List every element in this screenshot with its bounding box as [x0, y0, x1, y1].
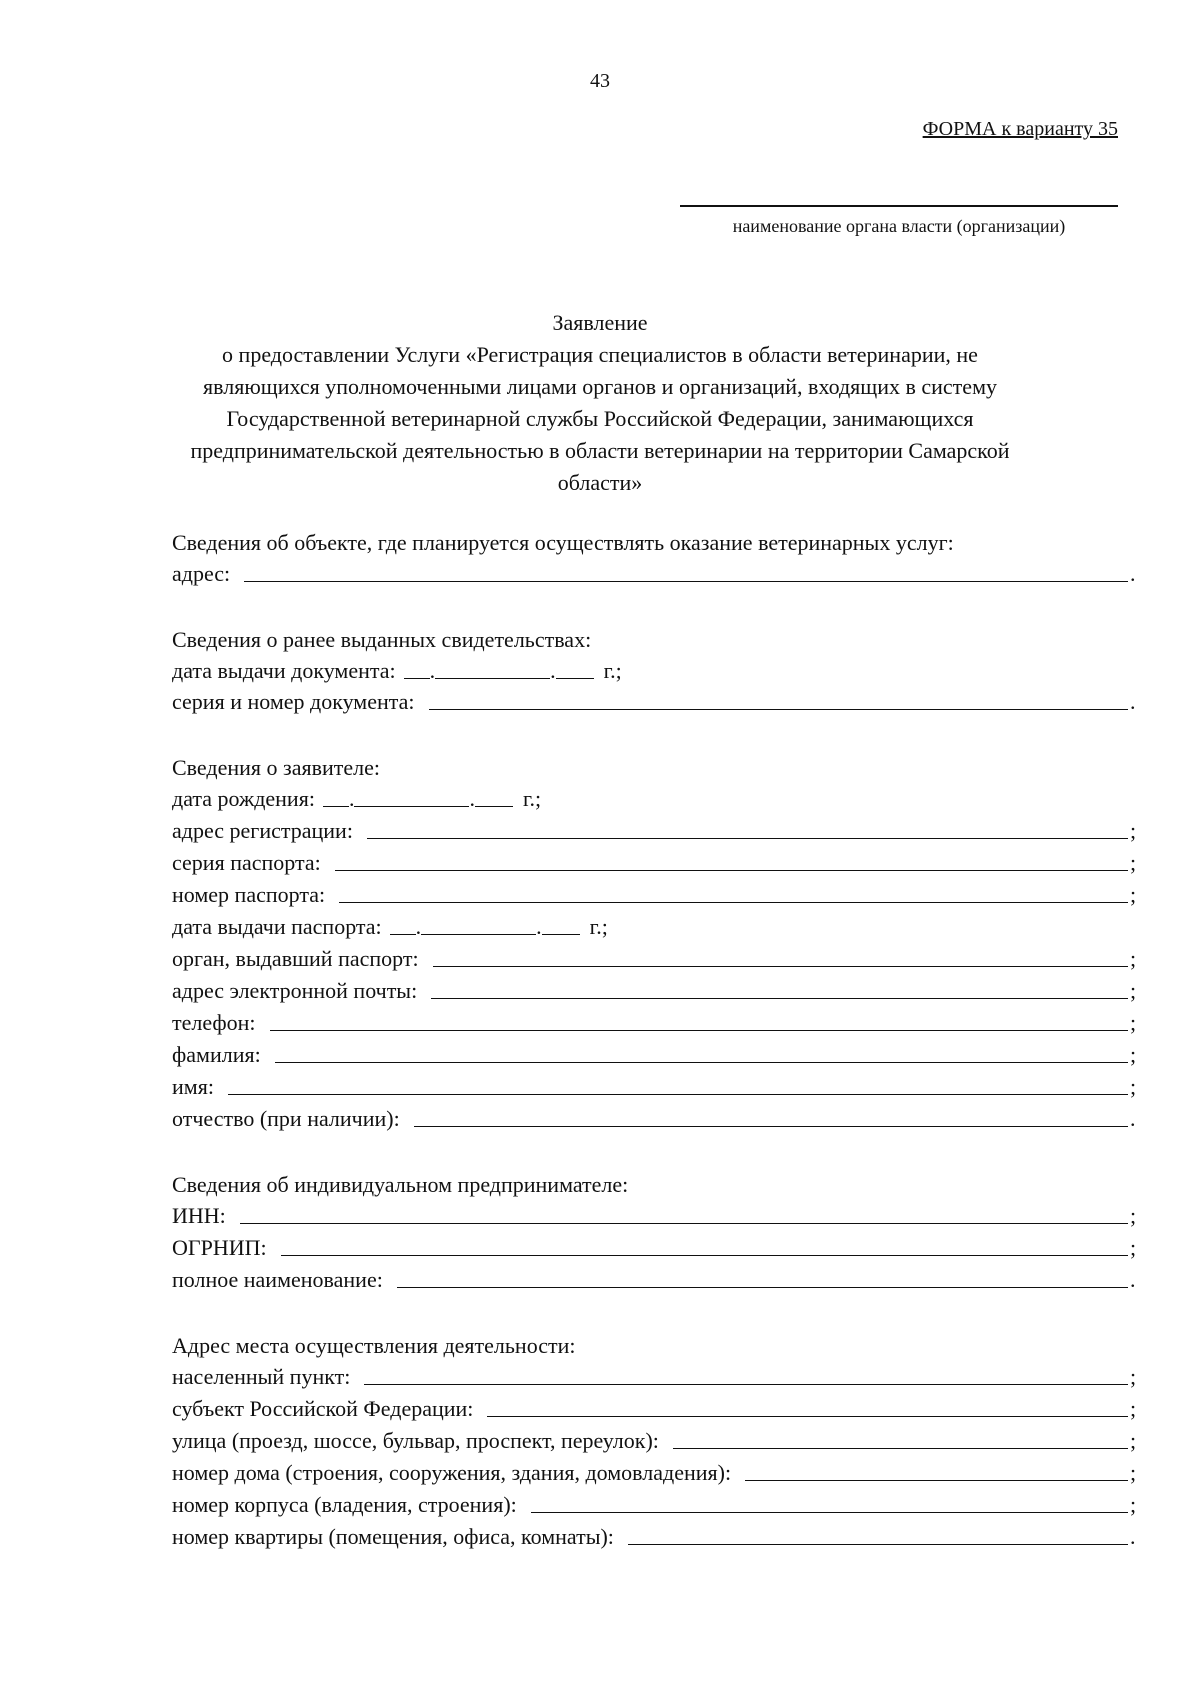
passport-series-label: серия паспорта: [172, 850, 321, 875]
date-dot: . [536, 914, 542, 939]
certificate-issue-date-row [172, 652, 622, 684]
row-end-mark: ; [1130, 978, 1137, 1003]
year-field[interactable] [475, 784, 513, 807]
title-line: о предоставлении Услуги «Регистрация специалистов в области ветеринарии, не [222, 342, 978, 367]
day-field[interactable] [323, 784, 349, 807]
building-field[interactable] [531, 1490, 1128, 1513]
row-end-mark: ; [1130, 1460, 1137, 1485]
row-end-mark: ; [1130, 946, 1137, 971]
object-address-field[interactable] [244, 559, 1128, 582]
passport-issuer-row [172, 940, 1140, 972]
month-field[interactable] [421, 912, 536, 935]
month-field[interactable] [354, 784, 469, 807]
entrepreneur-heading: Сведения об индивидуальном предпринимателе: [172, 1172, 629, 1197]
region-field[interactable] [487, 1394, 1128, 1417]
passport-number-row [172, 876, 1140, 908]
name-row [172, 1068, 1140, 1100]
apartment-field[interactable] [628, 1522, 1128, 1545]
birth-date-row [172, 780, 541, 812]
row-end-mark: ; [1130, 1042, 1137, 1067]
passport-date-label: дата выдачи паспорта: [172, 914, 382, 939]
row-end-mark: . [1130, 561, 1136, 586]
house-row [172, 1454, 1140, 1486]
passport-series-row [172, 844, 1140, 876]
row-end-mark: . [1130, 1524, 1136, 1549]
patronymic-label: отчество (при наличии): [172, 1106, 400, 1131]
applicant-heading: Сведения о заявителе: [172, 755, 381, 780]
object-address-row [172, 555, 1140, 587]
inn-field[interactable] [240, 1201, 1128, 1224]
ogrnip-label: ОГРНИП: [172, 1235, 267, 1260]
date-dot: . [550, 658, 556, 683]
row-end-mark: ; [1130, 882, 1137, 907]
title-line: являющихся уполномоченными лицами органов и организаций, входящих в систему [203, 374, 997, 399]
title-line: области» [557, 470, 643, 495]
date-dot: . [429, 658, 436, 683]
building-row [172, 1486, 1140, 1518]
date-suffix: г.; [603, 658, 622, 683]
street-field[interactable] [673, 1426, 1128, 1449]
building-label: номер корпуса (владения, строения): [172, 1492, 517, 1517]
title-line: Государственной ветеринарной службы Российской Федерации, занимающихся [226, 406, 974, 431]
street-label: улица (проезд, шоссе, бульвар, проспект, переулок): [172, 1428, 659, 1453]
reg-address-label: адрес регистрации: [172, 818, 353, 843]
title-line: предпринимательской деятельностью в области ветеринарии на территории Самарской [190, 438, 1010, 463]
birth-date-label: дата рождения: [172, 786, 315, 811]
row-end-mark: ; [1130, 1396, 1137, 1421]
surname-row [172, 1036, 1140, 1068]
ogrnip-row [172, 1229, 1140, 1261]
day-field[interactable] [390, 912, 416, 935]
email-label: адрес электронной почты: [172, 978, 418, 1003]
date-dot: . [415, 914, 422, 939]
full-name-field[interactable] [397, 1265, 1128, 1288]
object-address-label: адрес: [172, 561, 231, 586]
surname-field[interactable] [275, 1040, 1128, 1063]
year-field[interactable] [556, 656, 594, 679]
authority-name-caption: наименование органа власти (организации) [732, 216, 1066, 236]
phone-field[interactable] [270, 1008, 1128, 1031]
page-number: 43 [590, 70, 610, 92]
full-name-row [172, 1261, 1140, 1293]
day-field[interactable] [404, 656, 430, 679]
row-end-mark: ; [1130, 1364, 1137, 1389]
row-end-mark: ; [1130, 1235, 1137, 1260]
apartment-label: номер квартиры (помещения, офиса, комнаты): [172, 1524, 614, 1549]
house-label: номер дома (строения, сооружения, здания, домовладения): [172, 1460, 732, 1485]
certificate-series-label: серия и номер документа: [172, 689, 415, 714]
certificate-series-field[interactable] [429, 687, 1128, 710]
passport-issuer-field[interactable] [433, 944, 1128, 967]
surname-label: фамилия: [172, 1042, 261, 1067]
month-field[interactable] [435, 656, 550, 679]
row-end-mark: ; [1130, 1203, 1137, 1228]
apartment-row [172, 1518, 1140, 1550]
certificate-issue-date-label: дата выдачи документа: [172, 658, 396, 683]
row-end-mark: ; [1130, 1074, 1137, 1099]
house-field[interactable] [745, 1458, 1128, 1481]
passport-issuer-label: орган, выдавший паспорт: [172, 946, 419, 971]
certificate-series-row [172, 683, 1140, 715]
phone-row [172, 1004, 1140, 1036]
date-dot: . [348, 786, 355, 811]
date-suffix: г.; [522, 786, 542, 811]
title-line: Заявление [552, 310, 648, 335]
inn-label: ИНН: [172, 1203, 226, 1228]
region-row [172, 1390, 1140, 1422]
object-heading: Сведения об объекте, где планируется осуществлять оказание ветеринарных услуг: [172, 530, 954, 555]
name-label: имя: [172, 1074, 214, 1099]
row-end-mark: ; [1130, 818, 1137, 843]
row-end-mark: ; [1130, 1010, 1137, 1035]
full-name-label: полное наименование: [172, 1267, 383, 1292]
document-title [140, 307, 1060, 499]
email-field[interactable] [431, 976, 1128, 999]
certificates-heading: Сведения о ранее выданных свидетельствах: [172, 627, 592, 652]
date-suffix: г.; [589, 914, 608, 939]
name-field[interactable] [228, 1072, 1128, 1095]
locality-label: населенный пункт: [172, 1364, 351, 1389]
passport-number-field[interactable] [339, 880, 1128, 903]
inn-row [172, 1197, 1140, 1229]
row-end-mark: . [1130, 689, 1136, 714]
date-dot: . [469, 786, 475, 811]
row-end-mark: ; [1130, 850, 1137, 875]
reg-address-row [172, 812, 1140, 844]
passport-date-row [172, 908, 608, 940]
row-end-mark: . [1130, 1267, 1136, 1292]
authority-name-field[interactable] [680, 205, 1118, 207]
activity-address-heading: Адрес места осуществления деятельности: [172, 1333, 576, 1358]
locality-field[interactable] [364, 1362, 1128, 1385]
phone-label: телефон: [172, 1010, 256, 1035]
patronymic-row [172, 1100, 1140, 1132]
street-row [172, 1422, 1140, 1454]
locality-row [172, 1358, 1140, 1390]
patronymic-field[interactable] [414, 1104, 1128, 1127]
row-end-mark: ; [1130, 1492, 1137, 1517]
region-label: субъект Российской Федерации: [172, 1396, 474, 1421]
email-row [172, 972, 1140, 1004]
row-end-mark: . [1130, 1106, 1136, 1131]
ogrnip-field[interactable] [281, 1233, 1128, 1256]
row-end-mark: ; [1130, 1428, 1137, 1453]
form-reference: ФОРМА к варианту 35 [922, 118, 1118, 140]
year-field[interactable] [542, 912, 580, 935]
reg-address-field[interactable] [367, 816, 1128, 839]
passport-number-label: номер паспорта: [172, 882, 326, 907]
passport-series-field[interactable] [335, 848, 1128, 871]
